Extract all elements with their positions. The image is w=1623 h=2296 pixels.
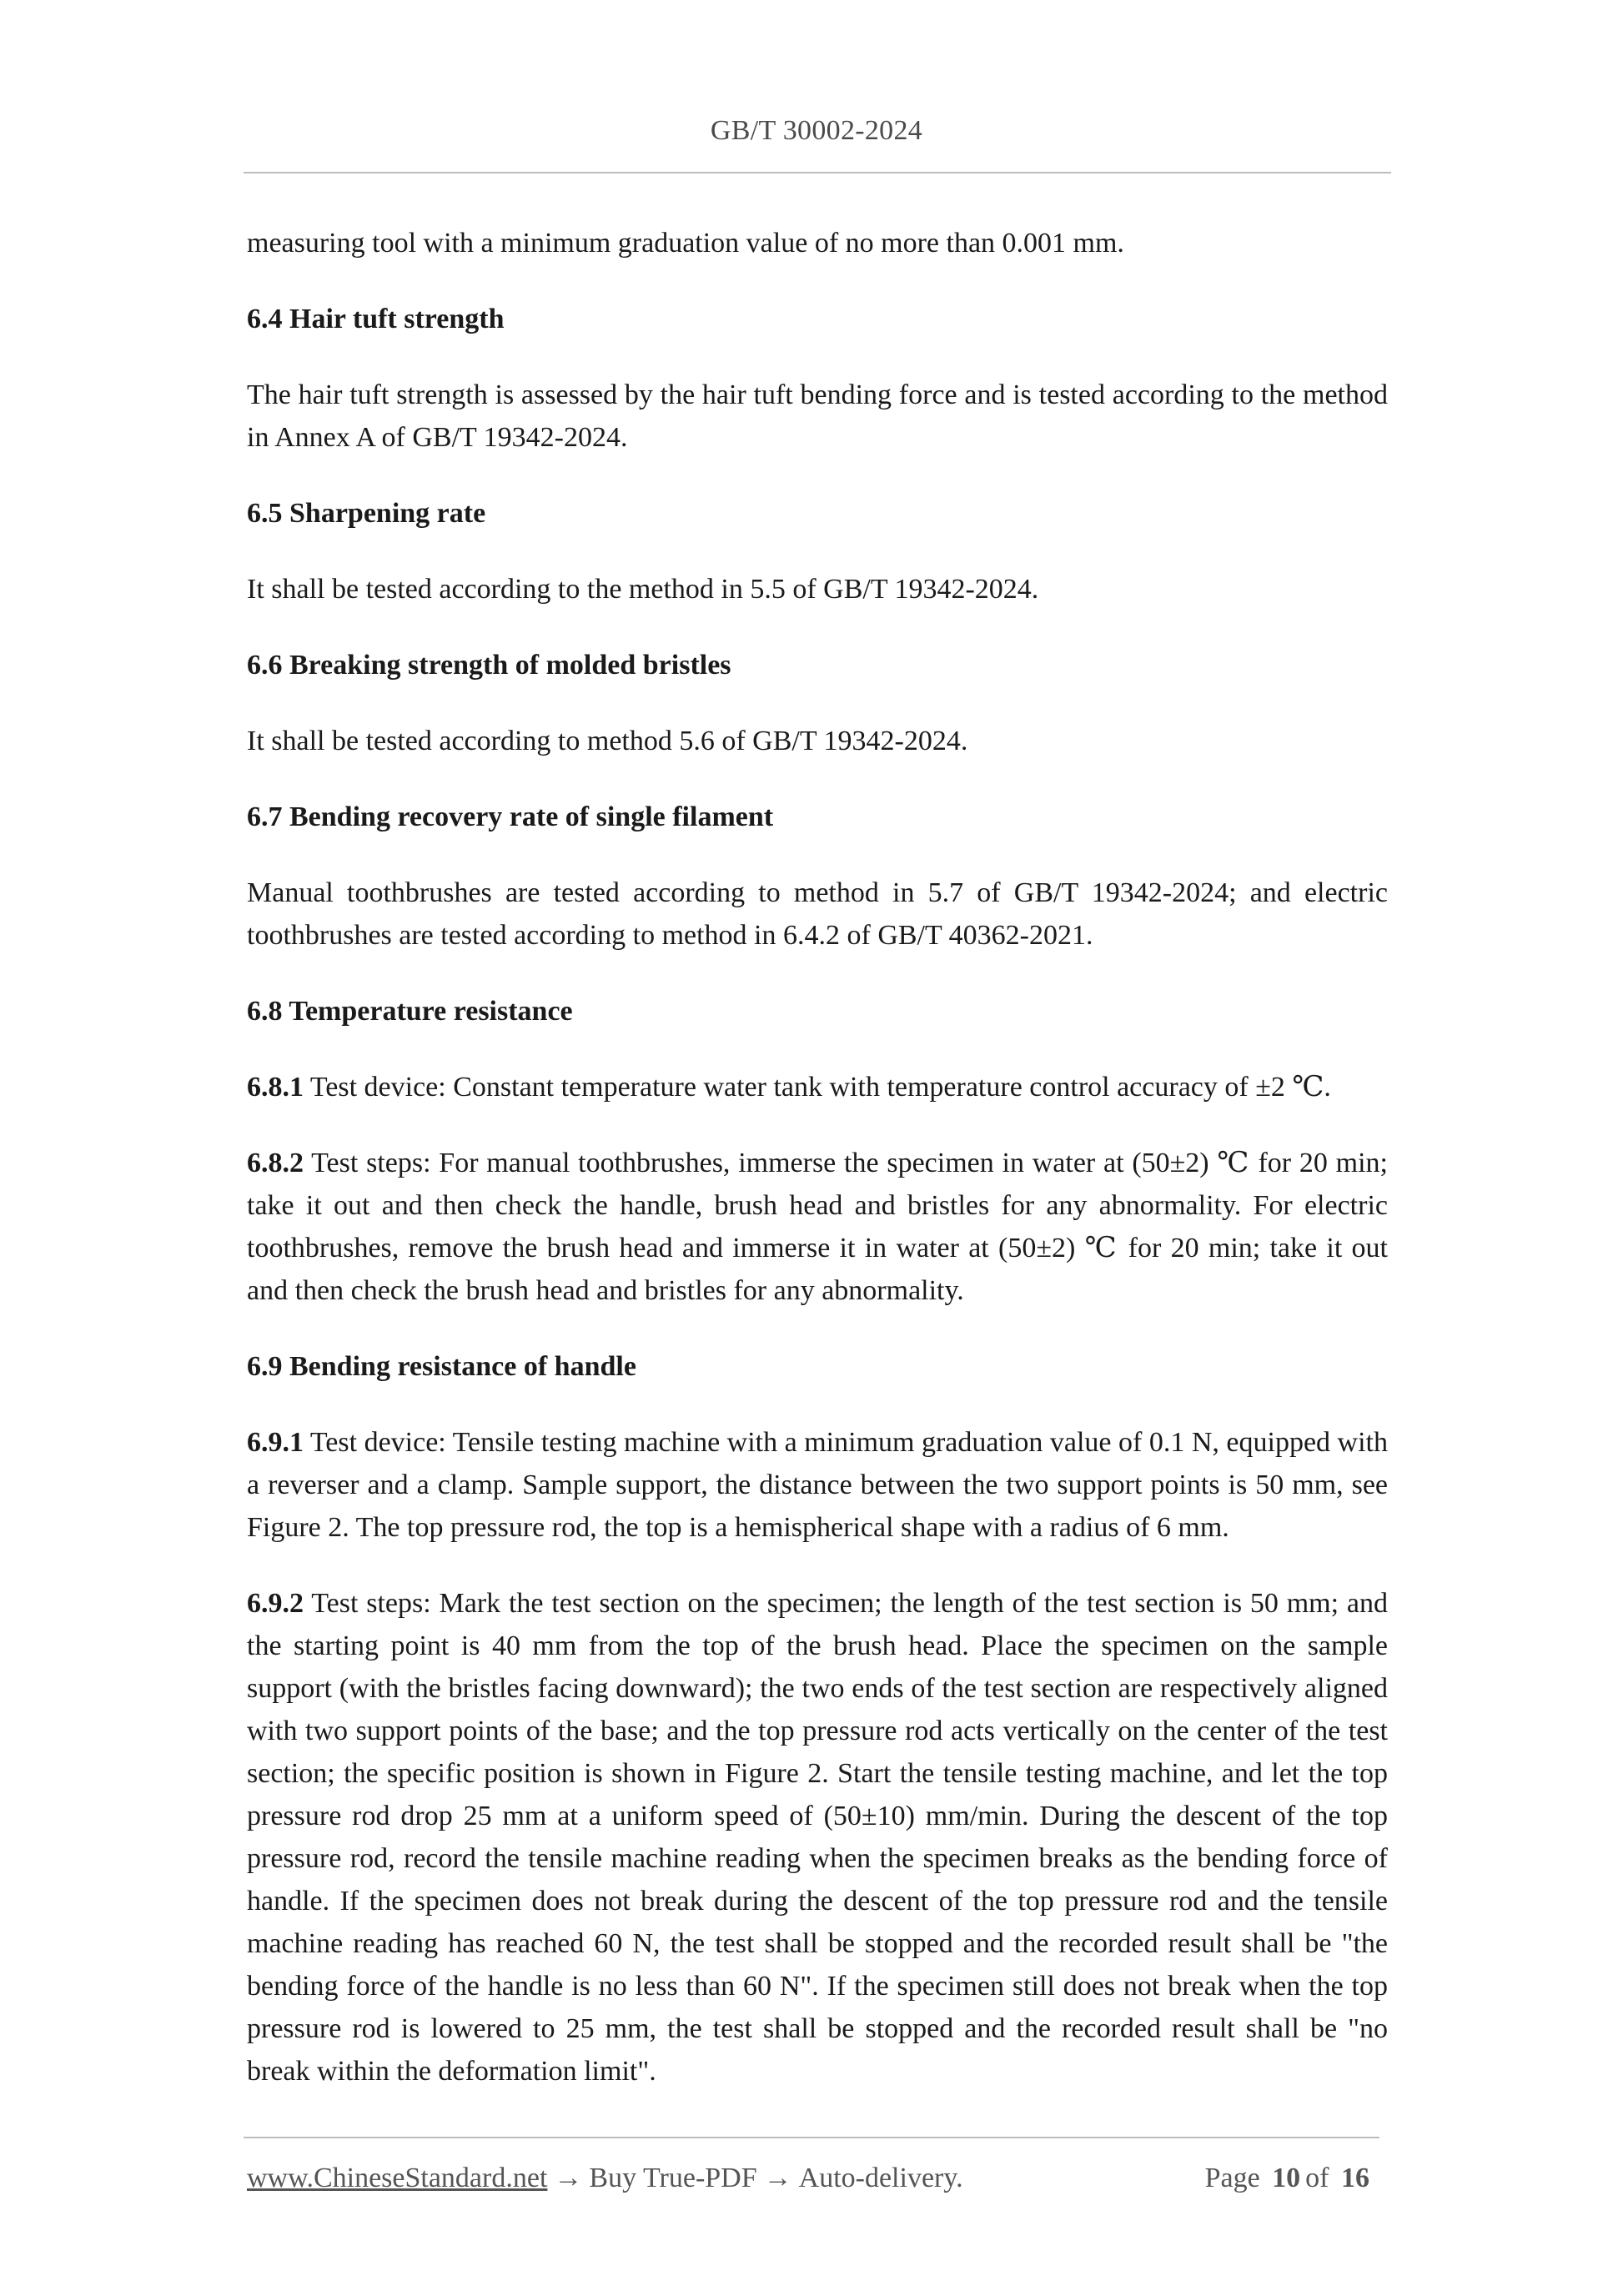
section-6-8-heading: 6.8 Temperature resistance: [247, 996, 573, 1027]
clause-6-8-1-paragraph: [247, 1066, 1388, 1108]
clause-6-9-2-paragraph: [247, 1582, 1388, 2093]
page-total-number: 16: [1341, 2163, 1369, 2193]
arrow-right-icon: →: [763, 2163, 792, 2193]
page-of-label: of: [1305, 2163, 1329, 2193]
site-link[interactable]: www.ChineseStandard.net: [247, 2163, 548, 2193]
section-6-7-heading: 6.7 Bending recovery rate of single filament: [247, 801, 774, 832]
clause-6-9-1-number: 6.9.1: [247, 1427, 304, 1458]
clause-6-8-1-number: 6.8.1: [247, 1072, 304, 1103]
section-6-5-paragraph: It shall be tested according to the method in 5.5 of GB/T 19342-2024.: [247, 574, 1039, 605]
clause-6-9-1-text: Test device: Tensile testing machine with a minimum graduation value of 0.1 N, equipped with a reverser and a clamp. Sample support, the distance between the two support points is 50 mm, see Figure 2. The top pressure rod, the top is a hemispherical shape with a radius of 6 mm.: [247, 1427, 1388, 1543]
document-body: [247, 222, 1388, 2126]
page-indicator: [1205, 2158, 1374, 2198]
page-label: Page: [1204, 2163, 1260, 2193]
clause-6-8-2-paragraph: [247, 1142, 1388, 1312]
clause-6-9-2-number: 6.9.2: [247, 1588, 304, 1619]
auto-delivery-text: Auto-delivery.: [798, 2163, 963, 2193]
header-divider: [244, 172, 1391, 173]
section-6-5-heading: 6.5 Sharpening rate: [247, 498, 486, 529]
section-6-6-heading: 6.6 Breaking strength of molded bristles: [247, 650, 731, 681]
clause-6-9-2-text: Test steps: Mark the test section on the specimen; the length of the test section is 50 mm; and the starting point is 40 mm from the top of the brush head. Place the specimen on the sample support (with the bristles facing downward); the two ends of the test section are respectively aligned with two support points of the base; and the top pressure rod acts vertically on the center of the test section; the specific position is shown in Figure 2. Start the tensile testing machine, and let the top pressure rod drop 25 mm at a uniform speed of (50±10) mm/min. During the descent of the top pressure rod, record the tensile machine reading when the specimen breaks as the bending force of handle. If the specimen does not break during the descent of the top pressure rod and the tensile machine reading has reached 60 N, the test shall be stopped and the recorded result shall be "the bending force of the handle is no less than 60 N". If the specimen still does not break when the top pressure rod is lowered to 25 mm, the test shall be stopped and the recorded result shall be "no break within the deformation limit".: [247, 1588, 1388, 2087]
clause-6-9-1-paragraph: [247, 1421, 1388, 1549]
footer-promo: [247, 2158, 963, 2198]
buy-true-pdf-text: Buy True-PDF: [589, 2163, 757, 2193]
arrow-right-icon: →: [554, 2163, 583, 2193]
section-6-4-paragraph: The hair tuft strength is assessed by the hair tuft bending force and is tested according to the method in Annex A of GB/T 19342-2024.: [247, 379, 1388, 453]
section-6-6-paragraph: It shall be tested according to method 5.6 of GB/T 19342-2024.: [247, 726, 968, 756]
intro-paragraph: measuring tool with a minimum graduation value of no more than 0.001 mm.: [247, 228, 1124, 259]
document-header-title: GB/T 30002-2024: [710, 115, 923, 146]
footer-divider: [244, 2137, 1379, 2138]
section-6-9-heading: 6.9 Bending resistance of handle: [247, 1351, 636, 1382]
clause-6-8-2-number: 6.8.2: [247, 1148, 304, 1178]
page-current-number: 10: [1272, 2163, 1301, 2193]
section-6-7-paragraph: Manual toothbrushes are tested according to method in 5.7 of GB/T 19342-2024; and electric toothbrushes are tested according to method in 6.4.2 of GB/T 40362-2021.: [247, 877, 1388, 951]
section-6-4-heading: 6.4 Hair tuft strength: [247, 304, 505, 334]
clause-6-8-2-text: Test steps: For manual toothbrushes, immerse the specimen in water at (50±2) ℃ for 20 min; take it out and then check the handle, brush head and bristles for any abnormality. For electric toothbrushes, remove the brush head and immerse it in water at (50±2) ℃ for 20 min; take it out and then check the brush head and bristles for any abnormality.: [247, 1148, 1388, 1306]
clause-6-8-1-text: Test device: Constant temperature water tank with temperature control accuracy of ±2 ℃.: [304, 1072, 1331, 1103]
